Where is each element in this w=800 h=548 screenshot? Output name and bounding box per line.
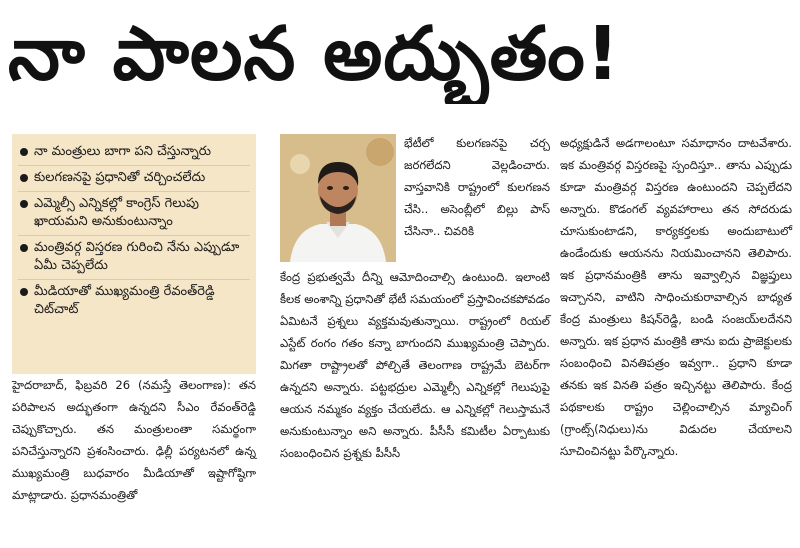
article-paragraph: భేటీలో కులగణనపై చర్చ జరగలేదని వెల్లడించారు. వాస్తవానికి రాష్ట్రంలో కులగణన చేసి.. అసెంబ్లీలో బిల్లు పాస్ చేసినా.. చివరికి — [404, 136, 550, 238]
highlight-text: నా మంత్రులు బాగా పని చేస్తున్నారు — [34, 144, 211, 159]
article-paragraph: కేంద్ర ప్రభుత్వమే దీన్ని ఆమోదించాల్సి ఉంటుంది. ఇలాంటి కీలక అంశాన్ని ప్రధానితో భేటీ సమయంలో ప్రస్తావించకపోవడం ఏమిటనే ప్రశ్నలు వ్యక్తమవుతున్నాయి. రాష్ట్రంలో రియల్ ఎస్టేట్ రంగం గతం కన్నా బాగుందని ముఖ్యమంత్రి చెప్పారు. మిగతా రాష్ట్రాలతో పోల్చితే తెలంగాణ రాష్ట్రమే బెటర్‌గా ఉన్నదని అన్నారు. పట్టభద్రుల ఎమ్మెల్సీ ఎన్నికల్లో గెలుపుపై ఆయన నమ్మకం వ్యక్తం చేయలేదు. ఆ ఎన్నికల్లో గెలుస్తామనే అనుకుంటున్నాం అని అన్నారు. పీసీసీ కమిటీల ఏర్పాటుకు సంబంధించిన ప్రశ్నకు పీసీసీ — [280, 270, 550, 460]
article-paragraph: అధ్యక్షుడినే అడగాలంటూ సమాధానం దాటవేశారు. ఇక మంత్రివర్గ విస్తరణపై స్పందిస్తూ.. తాను ఎప్పుడు కూడా మంత్రివర్గ విస్తరణ ఉంటుందని చెప్పలేదని అన్నారు. కొడంగల్ వ్యవహారాలు తన సోదరుడు చూసుకుంటాడని, కార్యకర్తలకు అందుబాటులో ఉండేందుకు ఆయనను నియమించానని తెలిపారు. ఇక ప్రధానమంత్రికి తాను ఇవ్వాల్సిన విజ్ఞప్తులు ఇచ్చానని, వాటిని సాధించుకురావాల్సిన బాధ్యత కేంద్ర మంత్రులు కిషన్‌రెడ్డి, బండి సంజయ్‌లదేనని అన్నారు. ఇక ప్రధాన మంత్రికి తాను ఐదు ప్రాజెక్టులకు సంబంధించి వినతిపత్రం ఇవ్వగా.. ప్రధాని కూడా తనకు ఇక వినతి పత్రం ఇచ్చినట్టు తెలిపారు. కేంద్ర పథకాలకు రాష్ట్రం చెల్లించాల్సిన మ్యాచింగ్ (గ్రాంట్స్(నిధులు)ను విడుదల చేయాలని సూచించినట్టు పేర్కొన్నారు. — [560, 136, 792, 458]
highlights-box — [12, 134, 256, 374]
article-column-1 — [12, 374, 256, 506]
bullet-icon — [20, 200, 28, 208]
article-column-2 — [280, 266, 550, 464]
headline: నా పాలన అద్భుతం! — [8, 11, 621, 97]
highlight-item — [18, 280, 250, 323]
cm-portrait-photo — [280, 134, 396, 262]
article-column-2-top — [404, 132, 550, 242]
bullet-icon — [20, 148, 28, 156]
article-body — [12, 122, 794, 542]
highlight-text: కులగణనపై ప్రధానితో చర్చించలేదు — [34, 170, 206, 185]
bullet-icon — [20, 244, 28, 252]
highlight-text: మీడియాతో ముఖ్యమంత్రి రేవంత్‌రెడ్డి చిట్‌చాట్ — [34, 284, 215, 317]
article-paragraph: హైదరాబాద్, ఫిబ్రవరి 26 (నమస్తే తెలంగాణ): తన పరిపాలన అద్భుతంగా ఉన్నదని సీఎం రేవంత్‌రెడ్డి చెప్పుకొచ్చారు. తన మంత్రులంతా సమర్థంగా పనిచేస్తున్నారని ప్రశంసించారు. ఢిల్లీ పర్యటనలో ఉన్న ముఖ్యమంత్రి బుధవారం మీడియాతో ఇష్టాగోష్ఠిగా మాట్లాడారు. ప్రధానమంత్రితో — [12, 378, 256, 502]
bullet-icon — [20, 174, 28, 182]
highlight-text: మంత్రివర్గ విస్తరణ గురించి నేను ఎప్పుడూ ఏమీ చెప్పలేదు — [34, 240, 240, 273]
highlight-item — [18, 192, 250, 236]
portrait-illustration — [280, 134, 396, 262]
highlight-item — [18, 236, 250, 280]
highlight-item — [18, 166, 250, 192]
article-column-3 — [560, 132, 792, 462]
bullet-icon — [20, 288, 28, 296]
highlight-text: ఎమ్మెల్సీ ఎన్నికల్లో కాంగ్రెస్ గెలుపు ఖాయమని అనుకుంటున్నాం — [34, 196, 199, 229]
highlight-item — [18, 140, 250, 166]
